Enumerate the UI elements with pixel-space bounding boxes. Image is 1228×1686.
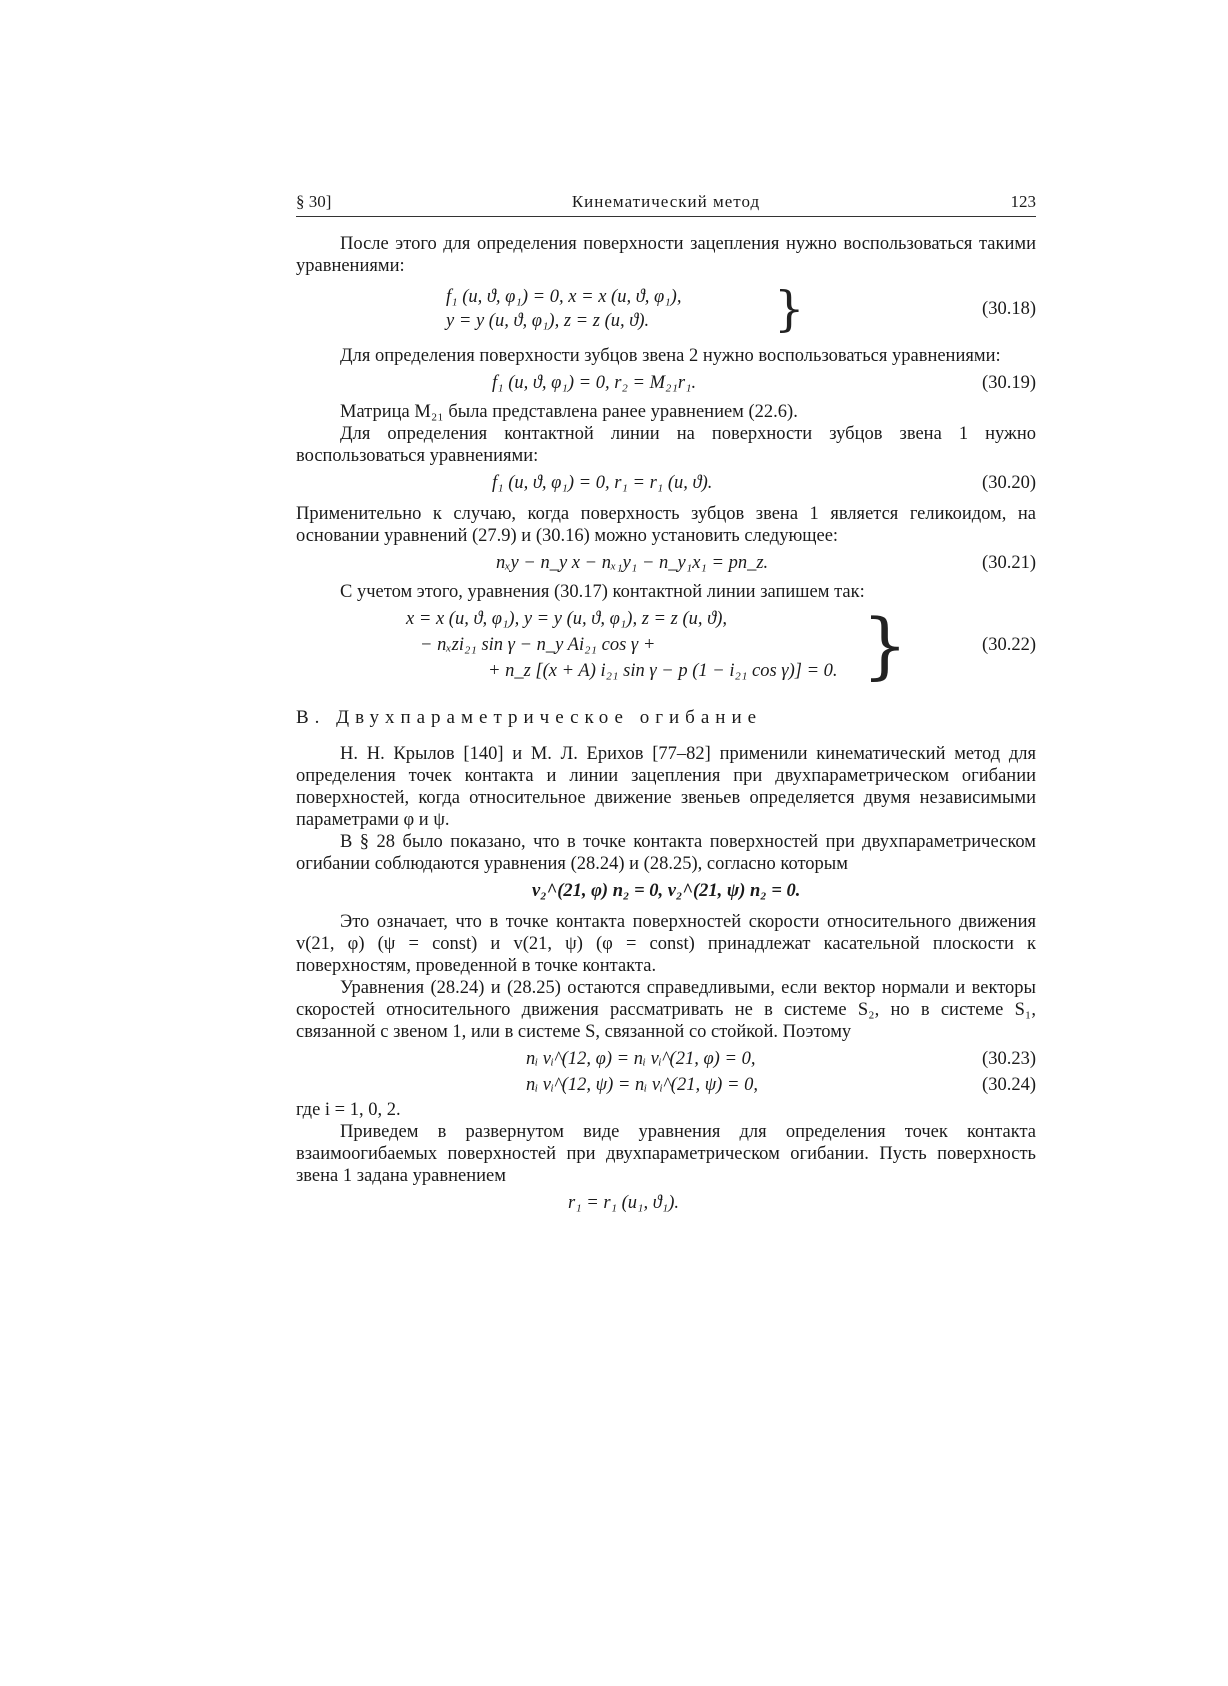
right-brace: } [862, 603, 908, 687]
equation-line: + n_z [(x + A) i₂₁ sin γ − p (1 − i₂₁ cos γ)] = 0. [488, 661, 838, 681]
paragraph: После этого для определения поверхности зацепления нужно воспользоваться такими уравнениями: [296, 234, 1036, 276]
equation-line: y = y (u, ϑ, φ₁), z = z (u, ϑ). [446, 311, 650, 331]
equation-30-22 [296, 603, 1036, 689]
equation-number: (30.20) [982, 473, 1036, 493]
running-header [296, 190, 1036, 217]
equation-number: (30.22) [982, 635, 1036, 655]
equation-body: r₁ = r₁ (u₁, ϑ₁). [568, 1193, 680, 1213]
paragraph: Применительно к случаю, когда поверхность зубцов звена 1 является геликоидом, на основании уравнений (27.9) и (30.16) можно установить следующее: [296, 504, 1036, 546]
equation-30-19 [296, 371, 1036, 397]
paragraph: Матрица M₂₁ была представлена ранее уравнением (22.6). [340, 402, 798, 422]
section-heading: В. Двухпараметрическое огибание [296, 707, 763, 728]
equation-body: nₓy − n_y x − nₓ₁y₁ − n_y₁x₁ = pn_z. [496, 553, 769, 573]
paragraph: Это означает, что в точке контакта поверхностей скорости относительного движения v(21, φ) (ψ = const) и v(21, ψ) (φ = const) принадлежат касательной плоскости к поверхностям, проведенной в точке контакта. [296, 912, 1036, 976]
equation-body: nᵢ vᵢ^(12, ψ) = nᵢ vᵢ^(21, ψ) = 0, [526, 1075, 758, 1095]
paragraph: Для определения поверхности зубцов звена 2 нужно воспользоваться уравнениями: [340, 346, 1001, 366]
paragraph: В § 28 было показано, что в точке контакта поверхностей при двухпараметрическом огибании соблюдаются уравнения (28.24) и (28.25), согласно которым [296, 832, 1036, 874]
paragraph: Приведем в развернутом виде уравнения для определения точек контакта взаимоогибаемых поверхностей при двухпараметрическом огибании. Пусть поверхность звена 1 задана уравнением [296, 1122, 1036, 1186]
running-title: Кинематический метод [571, 192, 761, 211]
paragraph: С учетом этого, уравнения (30.17) контактной линии запишем так: [340, 582, 865, 602]
equation-body: nᵢ vᵢ^(12, φ) = nᵢ vᵢ^(21, φ) = 0, [526, 1049, 756, 1069]
paragraph: Уравнения (28.24) и (28.25) остаются справедливыми, если вектор нормали и векторы скоростей относительного движения рассматривать не в системе S₂, но в системе S₁, связанной с звеном 1, или в системе S, связанной со стойкой. Поэтому [296, 978, 1036, 1042]
equation-number: (30.19) [982, 373, 1036, 393]
right-brace: } [774, 281, 805, 337]
equation-30-18 [296, 281, 1036, 341]
equation-30-24 [296, 1073, 1036, 1099]
equation-30-21 [296, 551, 1036, 577]
page-content [296, 190, 1036, 1217]
equation-30-23 [296, 1047, 1036, 1073]
equation-body: f₁ (u, ϑ, φ₁) = 0, r₂ = M₂₁r₁. [492, 373, 697, 393]
paragraph: где i = 1, 0, 2. [296, 1100, 401, 1120]
equation-number: (30.24) [982, 1075, 1036, 1095]
equation-number: (30.21) [982, 553, 1036, 573]
equation-number: (30.18) [982, 299, 1036, 319]
section-mark: § 30] [296, 192, 332, 211]
equation-line: x = x (u, ϑ, φ₁), y = y (u, ϑ, φ₁), z = z (u, ϑ), [406, 609, 727, 629]
equation-body: v₂^(21, φ) n₂ = 0, v₂^(21, ψ) n₂ = 0. [532, 881, 801, 901]
equation-number: (30.23) [982, 1049, 1036, 1069]
equation-surface [296, 1191, 1036, 1217]
page-number: 123 [1010, 192, 1036, 211]
paragraph: Н. Н. Крылов [140] и М. Л. Ерихов [77–82] применили кинематический метод для определения точек контакта и линии зацепления при двухпараметрическом огибании поверхностей, когда относительное движение звеньев определяется двумя независимыми параметрами φ и ψ. [296, 744, 1036, 830]
equation-line: f₁ (u, ϑ, φ₁) = 0, x = x (u, ϑ, φ₁), [446, 287, 682, 307]
equation-line: − nₓzi₂₁ sin γ − n_y Ai₂₁ cos γ + [420, 635, 656, 655]
equation-body: f₁ (u, ϑ, φ₁) = 0, r₁ = r₁ (u, ϑ). [492, 473, 713, 493]
equation-velocities [296, 877, 1036, 907]
paragraph: Для определения контактной линии на поверхности зубцов звена 1 нужно воспользоваться уравнениями: [296, 424, 1036, 466]
equation-30-20 [296, 471, 1036, 497]
